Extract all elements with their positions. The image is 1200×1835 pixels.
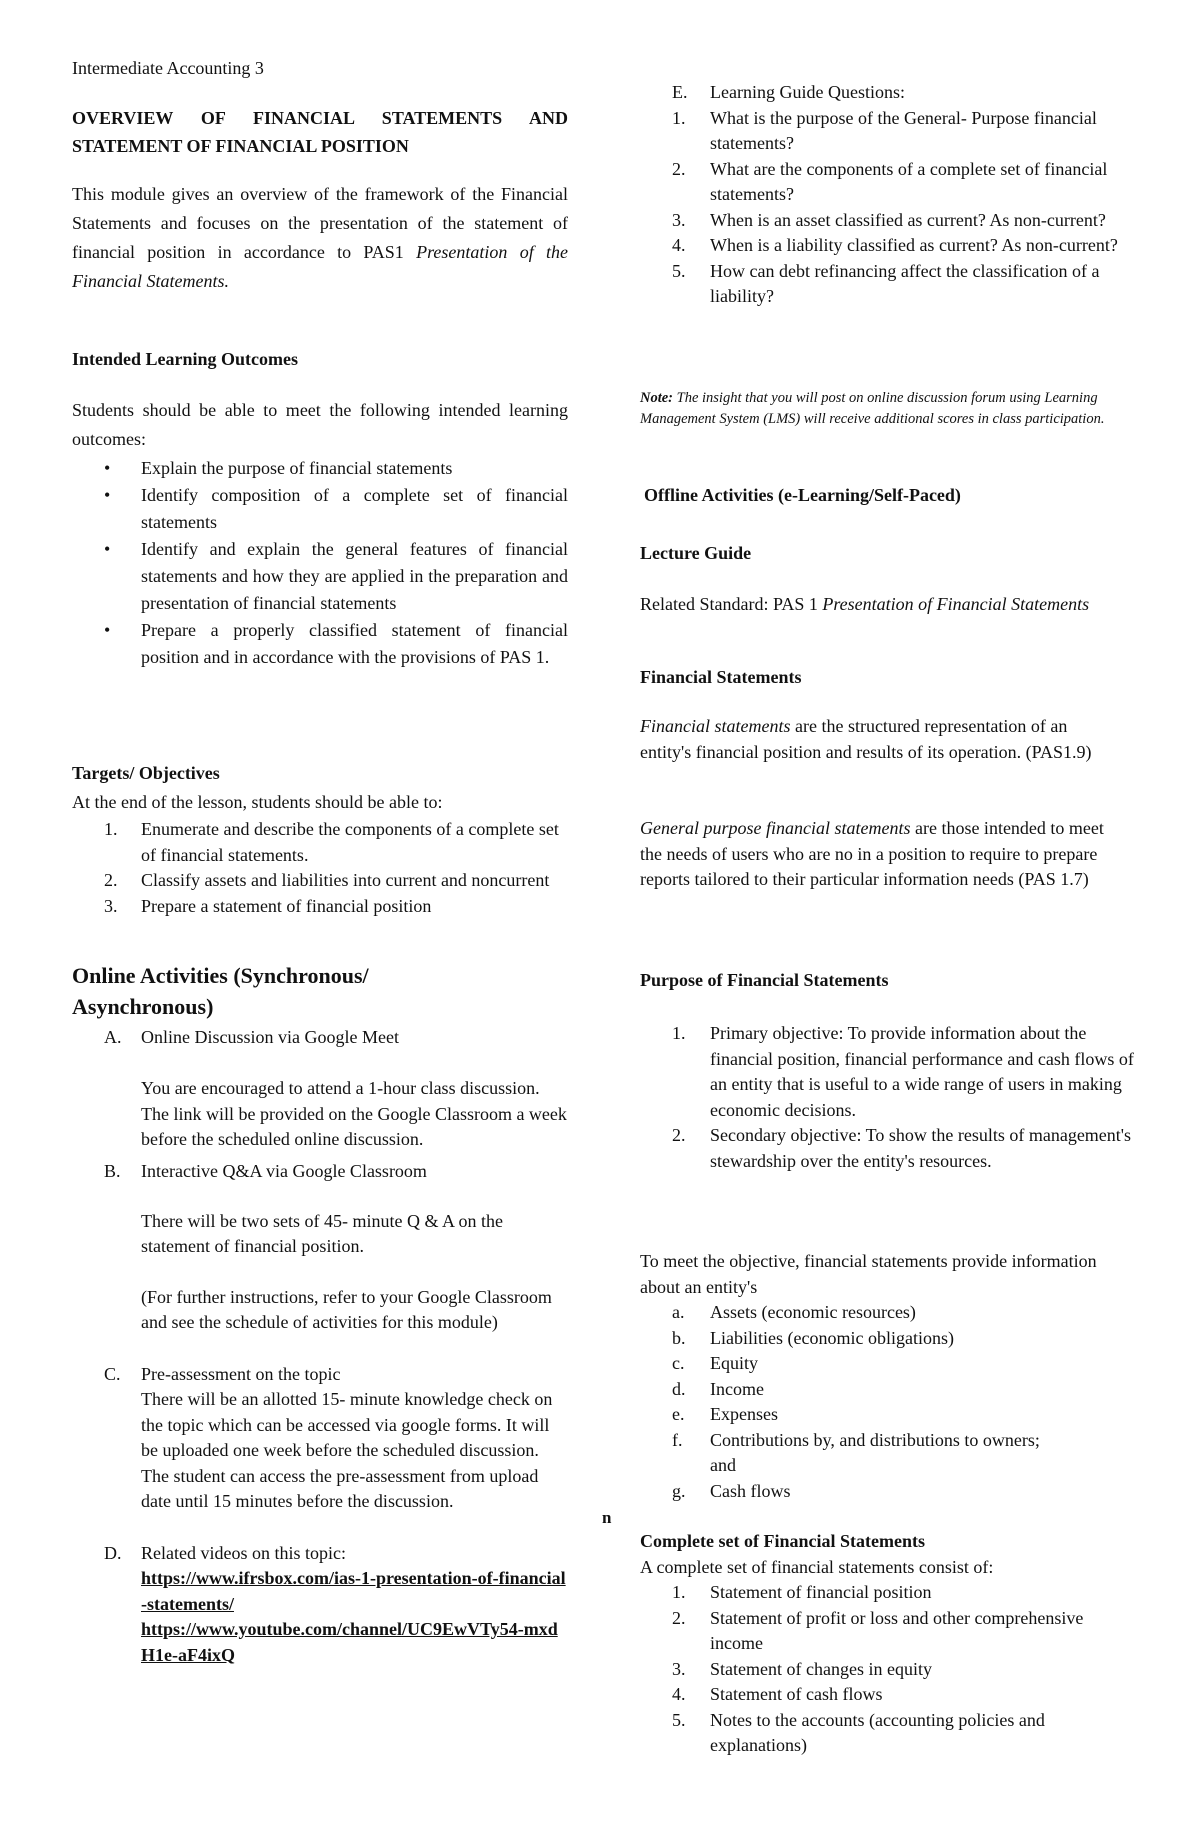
targets-lead: At the end of the lesson, students should be able to: (72, 792, 443, 812)
gpfs-definition: General purpose financial statements are those intended to meet the needs of users who are no in a position to require to prepare reports tailored to their particular information needs (PAS 1.7) (640, 818, 1104, 889)
list-item: 2. Classify assets and liabilities into current and noncurrent (104, 870, 550, 890)
list-item: b. Liabilities (economic obligations) (672, 1327, 954, 1348)
list-item: • Identify composition of a complete set of financial statements (72, 482, 568, 536)
list-item: f. Contributions by, and distributions to owners; and (672, 1429, 1040, 1475)
purpose-heading: Purpose of Financial Statements (640, 970, 889, 990)
purpose-lead: To meet the objective, financial statements provide information about an entity's (640, 1251, 1097, 1297)
activity-b-body1: There will be two sets of 45- minute Q & A on the statement of financial position. (141, 1210, 503, 1256)
complete-set-list (640, 1580, 1140, 1759)
list-item: 3. When is an asset classified as current? As non-current? (672, 209, 1106, 230)
module-title: OVERVIEW OF FINANCIAL STATEMENTS AND STATEMENT OF FINANCIAL POSITION (72, 108, 568, 156)
list-item: 1. What is the purpose of the General- Purpose financial statements? (672, 107, 1097, 153)
targets-list (72, 817, 568, 919)
course-title: Intermediate Accounting 3 (72, 58, 264, 78)
list-item: 1. Enumerate and describe the components of a complete set of financial statements. (104, 819, 559, 865)
list-item: 2. Statement of profit or loss and other comprehensive income (672, 1607, 1084, 1653)
list-item: c. Equity (672, 1353, 758, 1373)
guide-question-list (640, 106, 1140, 310)
list-item: g. Cash flows (672, 1480, 791, 1501)
offline-heading: Offline Activities (e-Learning/Self-Paced) (644, 485, 961, 505)
activity-c-body: There will be an allotted 15- minute knowledge check on the topic which can be accessed via google forms. It will be uploaded one week before the scheduled discussion. The student can access the pre-assessment from upload date until 15 minutes before the discussion. (141, 1389, 553, 1511)
list-item: 2. What are the components of a complete set of financial statements? (672, 158, 1108, 204)
bullet-icon: • (104, 539, 111, 559)
list-item: 1. Statement of financial position (672, 1582, 932, 1602)
intro-standard-title: Presentation of the Financial Statements. (72, 242, 568, 291)
stray-character: n (602, 1508, 612, 1527)
activity-a-title: Online Discussion via Google Meet (141, 1027, 399, 1047)
activity-d: D. Related videos on this topic: https://www.ifrsbox.com/ias-1-presentation-of-financial-statements/ https://www.youtube.com/channel/UC9EwVTy54-mxdH1e-aF4ixQ (72, 1541, 568, 1669)
fs-elements-list (640, 1300, 1070, 1504)
list-item: 5. Notes to the accounts (accounting policies and explanations) (672, 1709, 1045, 1755)
targets-heading: Targets/ Objectives (72, 763, 220, 783)
fs-definition: Financial statements are the structured representation of an entity's financial position and results of its operation. (PAS1.9) (640, 716, 1092, 762)
complete-set-lead: A complete set of financial statements consist of: (640, 1557, 994, 1577)
list-item: • Explain the purpose of financial statements (72, 455, 568, 482)
activity-c-title: Pre-assessment on the topic (141, 1363, 341, 1384)
fs-heading: Financial Statements (640, 667, 802, 687)
activity-a: A. Online Discussion via Google Meet You are encouraged to attend a 1-hour class discussion. The link will be provided on the Google Classroom a week before the scheduled online discussion. (72, 1025, 568, 1153)
activity-a-body: You are encouraged to attend a 1-hour class discussion. The link will be provided on the Google Classroom a week before the scheduled online discussion. (141, 1078, 567, 1149)
list-item: 4. When is a liability classified as current? As non-current? (672, 235, 1118, 255)
lecture-guide-heading: Lecture Guide (640, 543, 752, 563)
list-item: 3. Prepare a statement of financial position (104, 895, 432, 916)
list-item: 1. Primary objective: To provide information about the financial position, financial performance and cash flows of an entity that is useful to a wide range of users in making economic decisions. (672, 1023, 1134, 1120)
related-standard: Related Standard: PAS 1 Presentation of Financial Statements (640, 594, 1090, 614)
list-item: a. Assets (economic resources) (672, 1302, 916, 1322)
intro-text: This module gives an overview of the framework of the Financial Statements and focuses on the presentation of the statement of financial position in accordance to PAS1 (72, 184, 568, 262)
online-heading: Online Activities (Synchronous/ Asynchronous) (72, 963, 369, 1019)
module-intro (72, 180, 568, 296)
activity-b-body2: (For further instructions, refer to your Google Classroom and see the schedule of activities for this module) (141, 1286, 552, 1332)
activity-c: C. Pre-assessment on the topic There will be an allotted 15- minute knowledge check on the topic which can be accessed via google forms. It will be uploaded one week before the scheduled discussion. The student can access the pre-assessment from upload date until 15 minutes before the discussion. (72, 1362, 568, 1515)
ilo-list (72, 455, 568, 671)
activity-b: B. Interactive Q&A via Google Classroom There will be two sets of 45- minute Q & A on the statement of financial position. (For further instructions, refer to your Google Classroom and see the schedule of activities for this module) (72, 1159, 568, 1336)
list-item: 3. Statement of changes in equity (672, 1658, 932, 1679)
list-item: 4. Statement of cash flows (672, 1684, 883, 1704)
online-activities (72, 1025, 568, 1668)
ilo-lead: Students should be able to meet the following intended learning outcomes: (72, 400, 568, 449)
purpose-list (640, 1021, 1140, 1174)
ilo-heading: Intended Learning Outcomes (72, 349, 299, 369)
lms-note: Note: The insight that you will post on online discussion forum using Learning Management System (LMS) will receive additional scores in class participation. (640, 390, 1105, 427)
bullet-icon: • (104, 458, 111, 478)
activity-d-title: Related videos on this topic: (141, 1542, 346, 1563)
list-item: • Identify and explain the general features of financial statements and how they are applied in the preparation and presentation of financial statements (72, 536, 568, 617)
guide-questions (640, 80, 1140, 310)
list-item: 5. How can debt refinancing affect the classification of a liability? (672, 260, 1100, 306)
list-item: 2. Secondary objective: To show the results of management's stewardship over the entity's resources. (672, 1125, 1132, 1171)
list-item: e. Expenses (672, 1404, 778, 1424)
video-link-2[interactable]: https://www.youtube.com/channel/UC9EwVTy54-mxdH1e-aF4ixQ (141, 1619, 558, 1665)
guide-heading: E. Learning Guide Questions: (672, 82, 905, 102)
complete-set-heading: Complete set of Financial Statements (640, 1531, 925, 1551)
bullet-icon: • (104, 620, 111, 640)
video-link-1[interactable]: https://www.ifrsbox.com/ias-1-presentation-of-financial-statements/ (141, 1568, 566, 1614)
list-item: • Prepare a properly classified statement of financial position and in accordance with the provisions of PAS 1. (72, 617, 568, 671)
activity-b-title: Interactive Q&A via Google Classroom (141, 1160, 427, 1181)
list-item: d. Income (672, 1378, 764, 1399)
bullet-icon: • (104, 485, 111, 505)
